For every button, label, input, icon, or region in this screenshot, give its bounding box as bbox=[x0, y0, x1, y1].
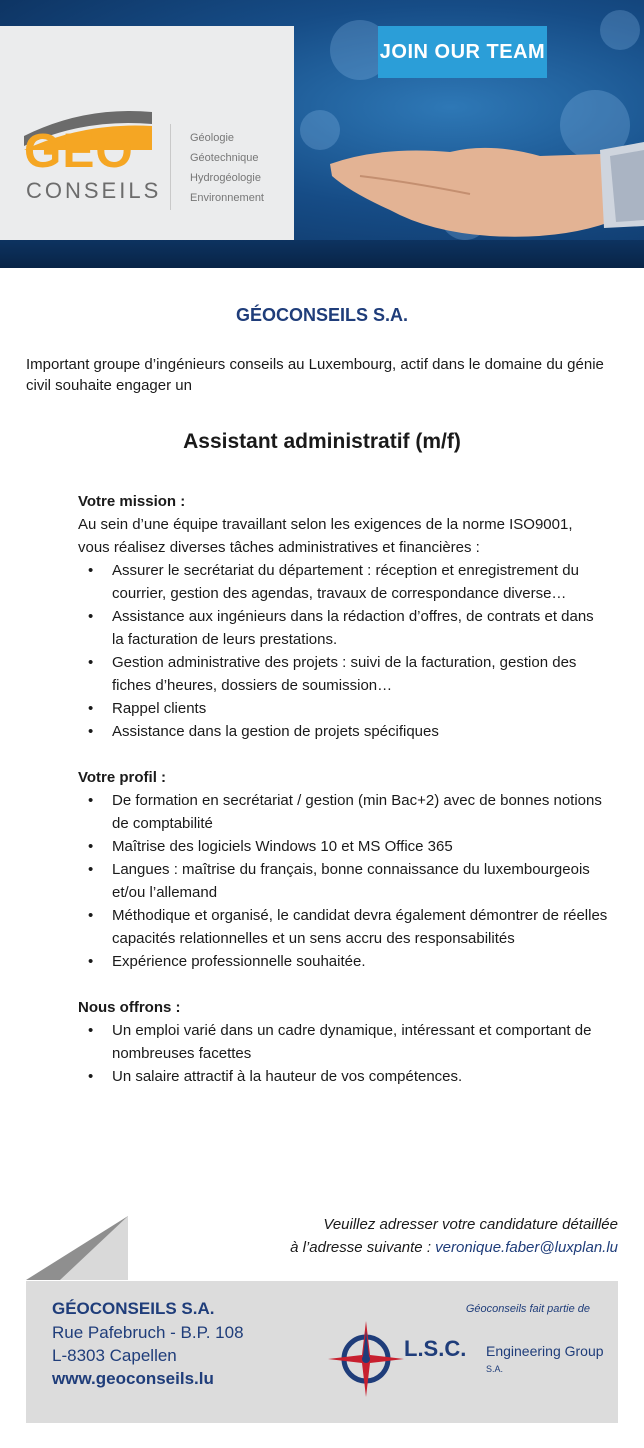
service-item: Environnement bbox=[190, 192, 264, 204]
list-item: • Maîtrise des logiciels Windows 10 et MS Office 365 bbox=[112, 835, 608, 858]
part-of-label: Géoconseils fait partie de bbox=[465, 1303, 590, 1315]
footer-address-line: Rue Pafebruch - B.P. 108 bbox=[52, 1323, 244, 1342]
mission-list bbox=[78, 559, 608, 743]
company-heading: GÉOCONSEILS S.A. bbox=[235, 305, 409, 325]
list-item: • Un emploi varié dans un cadre dynamique, intéressant et comportant de nombreuses facettes bbox=[112, 1019, 608, 1065]
footer-address-line: L-8303 Capellen bbox=[52, 1346, 177, 1365]
list-item: • Méthodique et organisé, le candidat devra également démontrer de réelles capacités relationnelles et un sens accru des responsabilités bbox=[112, 904, 608, 950]
open-hand-icon bbox=[320, 136, 644, 246]
mission-title: Votre mission : bbox=[78, 493, 186, 510]
profile-title: Votre profil : bbox=[78, 769, 167, 786]
service-item: Géologie bbox=[190, 132, 235, 144]
spacer bbox=[78, 743, 608, 766]
hero-banner bbox=[0, 0, 644, 268]
lsc-group-label bbox=[486, 1343, 618, 1375]
list-item: • Expérience professionnelle souhaitée. bbox=[112, 950, 608, 973]
list-item: • Assurer le secrétariat du département : réception et enregistrement du courrier, gestion des agendas, travaux de correspondance diverse… bbox=[112, 559, 608, 605]
service-item: Hydrogéologie bbox=[190, 172, 261, 184]
apply-email-link[interactable]: veronique.faber@luxplan.lu bbox=[435, 1239, 618, 1256]
footer-company: GÉOCONSEILS S.A. bbox=[52, 1299, 215, 1318]
apply-line-1: Veuillez adresser votre candidature détaillée bbox=[323, 1216, 618, 1233]
footer-website-link[interactable]: www.geoconseils.lu bbox=[52, 1369, 214, 1388]
profile-list bbox=[78, 789, 608, 973]
logo-conseils-text: CONSEILS bbox=[26, 178, 162, 203]
services-list bbox=[190, 128, 264, 208]
list-item: • Langues : maîtrise du français, bonne connaissance du luxembourgeois et/ou l’allemand bbox=[112, 858, 608, 904]
list-item: • Assistance aux ingénieurs dans la rédaction d’offres, de contrats et dans la facturation de leurs prestations. bbox=[112, 605, 608, 651]
apply-prefix: à l’adresse suivante : bbox=[290, 1239, 436, 1256]
lsc-compass-logo-icon bbox=[328, 1321, 404, 1397]
mission-intro: Au sein d’une équipe travaillant selon les exigences de la norme ISO9001, vous réalisez diverses tâches administratives et financières : bbox=[78, 516, 573, 556]
job-title: Assistant administratif (m/f) bbox=[183, 430, 461, 453]
lsc-name: L.S.C. bbox=[404, 1336, 467, 1361]
job-details bbox=[78, 490, 608, 1088]
apply-line-2 bbox=[290, 1236, 618, 1259]
list-item: • Assistance dans la gestion de projets spécifiques bbox=[112, 720, 608, 743]
logo-divider bbox=[170, 124, 171, 210]
footer-panel bbox=[26, 1281, 618, 1423]
apply-instructions bbox=[290, 1213, 618, 1259]
logo-geo-text: GEO bbox=[24, 125, 134, 178]
lsc-group-text: Engineering Group bbox=[486, 1343, 604, 1359]
spacer bbox=[78, 973, 608, 996]
offer-list bbox=[78, 1019, 608, 1088]
join-our-team-button[interactable]: JOIN OUR TEAM bbox=[378, 26, 547, 78]
intro-paragraph: Important groupe d’ingénieurs conseils au Luxembourg, actif dans le domaine du génie civil souhaite engager un bbox=[26, 356, 604, 394]
service-item: Géotechnique bbox=[190, 152, 259, 164]
list-item: • De formation en secrétariat / gestion (min Bac+2) avec de bonnes notions de comptabilité bbox=[112, 789, 608, 835]
offer-title: Nous offrons : bbox=[78, 999, 181, 1016]
list-item: • Rappel clients bbox=[112, 697, 608, 720]
bokeh-light bbox=[600, 10, 640, 50]
list-item: • Un salaire attractif à la hauteur de vos compétences. bbox=[112, 1065, 608, 1088]
list-item: • Gestion administrative des projets : suivi de la facturation, gestion des fiches d’heures, dossiers de soumission… bbox=[112, 651, 608, 697]
corner-triangle-light bbox=[60, 1216, 128, 1280]
lsc-sa-text: S.A. bbox=[486, 1364, 504, 1374]
